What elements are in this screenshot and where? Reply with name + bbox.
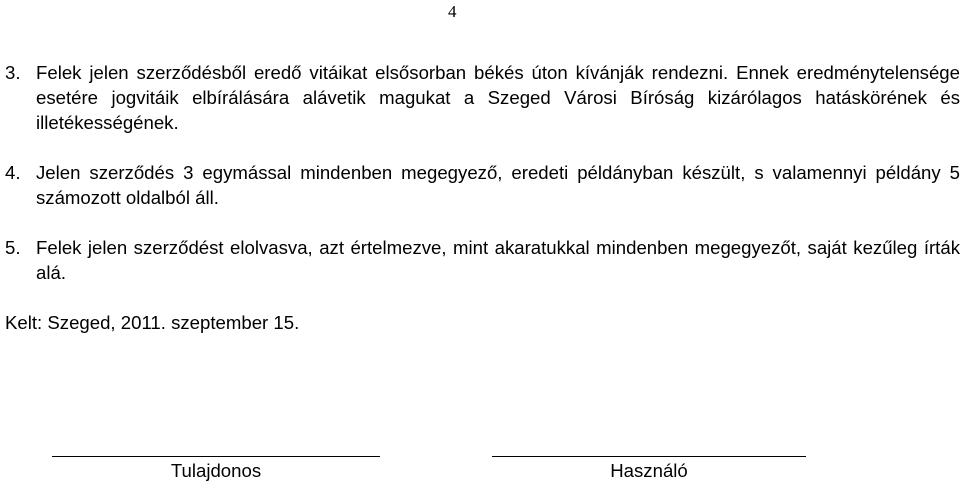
clause-4 — [0, 160, 960, 210]
page-number: 4 — [448, 2, 457, 21]
clause-5 — [0, 235, 960, 285]
clause-number: 3. — [5, 62, 21, 83]
clause-number: 5. — [5, 237, 21, 258]
clause-3 — [0, 60, 960, 135]
clause-text: Jelen szerződés 3 egymással mindenben megegyező, eredeti példányban készült, s valamennyi példány 5 számozott oldalból áll. — [36, 162, 960, 208]
place-and-date: Kelt: Szeged, 2011. szeptember 15. — [5, 312, 300, 333]
clause-text: Felek jelen szerződést elolvasva, azt értelmezve, mint akaratukkal mindenben megegyezőt, saját kezűleg írták alá. — [36, 237, 960, 283]
user-signature-line — [492, 456, 806, 457]
clause-text: Felek jelen szerződésből eredő vitáikat elsősorban békés úton kívánják rendezni. Ennek eredménytelensége esetére jogvitáik elbírálására alávetik magukat a Szeged Városi Bíróság kizárólagos hatáskörének és illetékességének. — [36, 62, 960, 133]
clause-number: 4. — [5, 162, 21, 183]
owner-signature-line — [52, 456, 380, 457]
user-signature-label: Használó — [610, 460, 688, 481]
owner-signature-label: Tulajdonos — [170, 460, 262, 481]
